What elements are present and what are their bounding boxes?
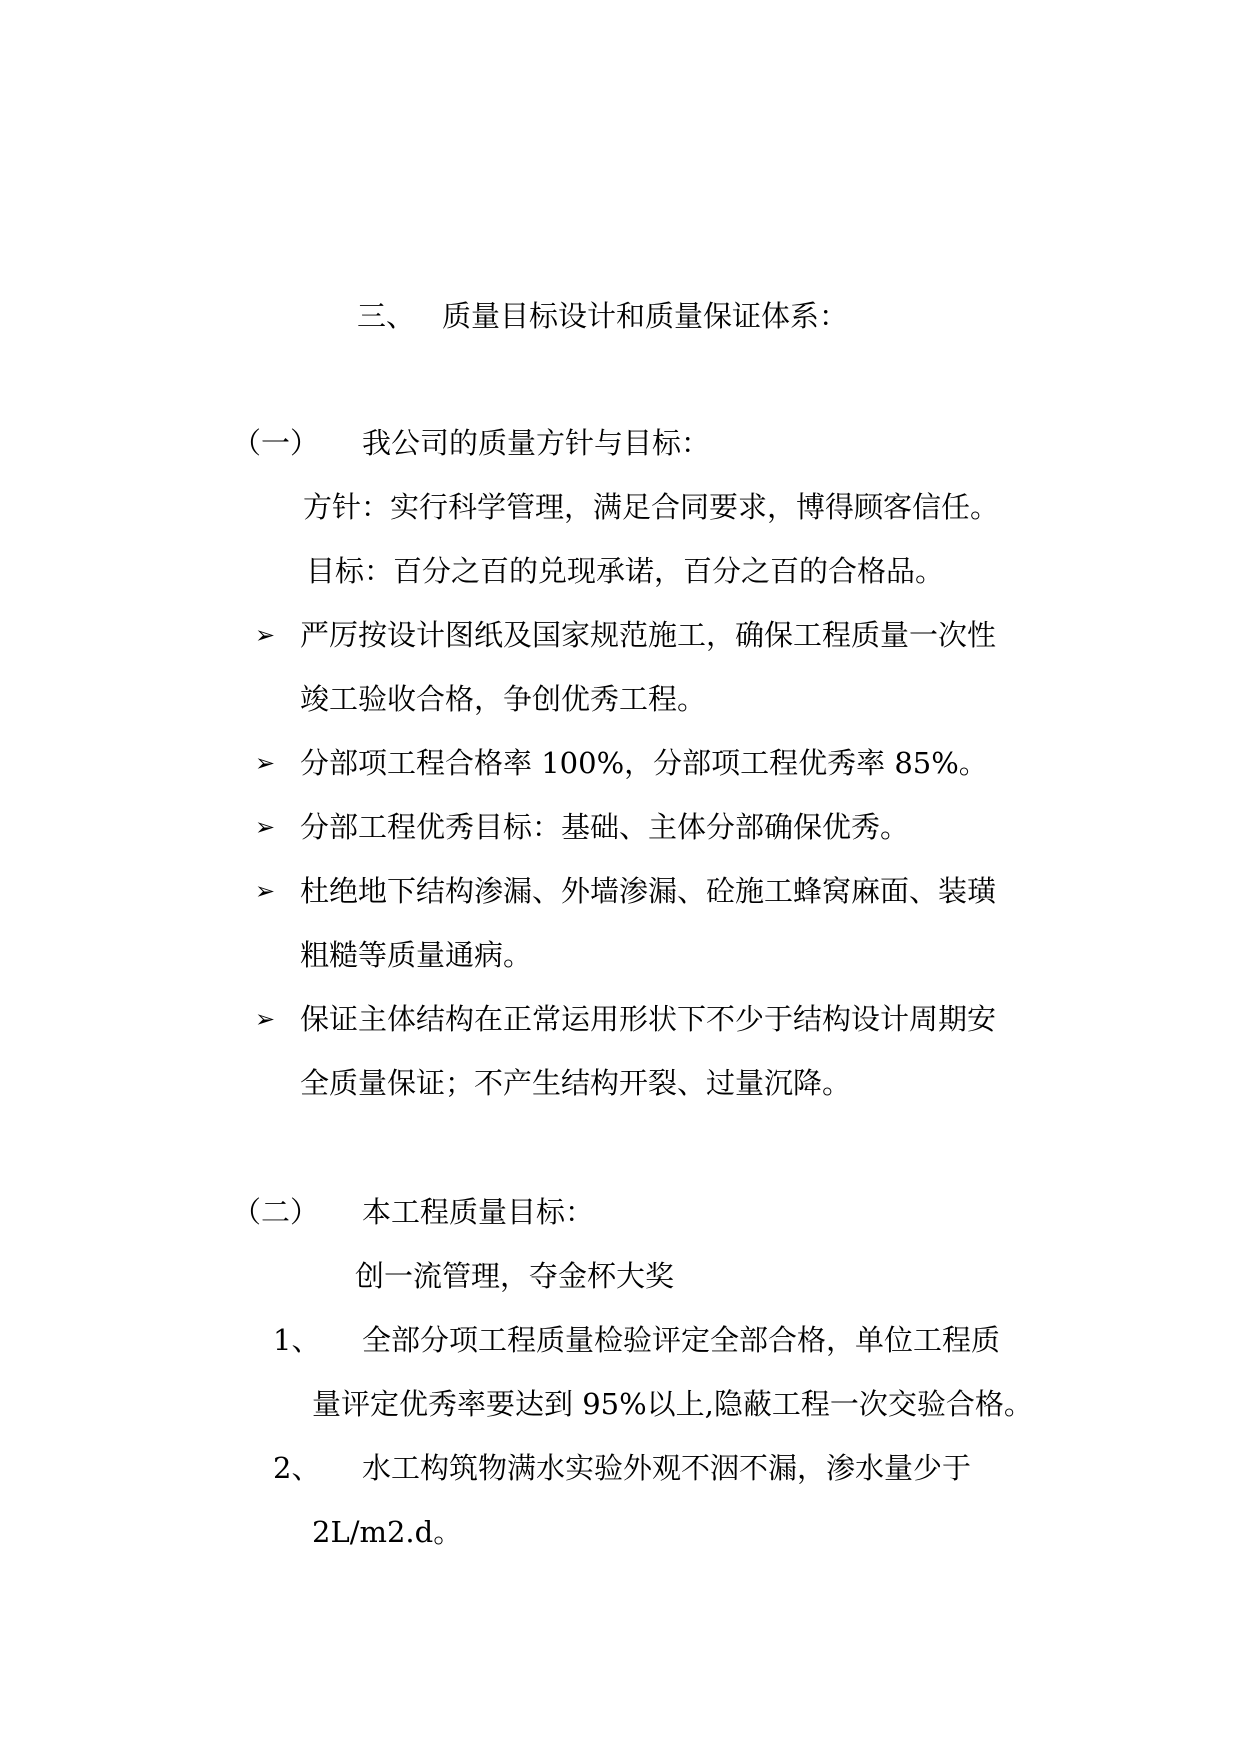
arrow-bullet-icon: ➢ (255, 877, 276, 905)
item-2-number: 2、 (273, 1451, 321, 1485)
item-2-line-2: 2L/m2.d。 (312, 1515, 463, 1549)
part1-label: （一） (232, 426, 320, 460)
part2-label: （二） (232, 1195, 320, 1229)
bullet-3-line-1: 分部工程优秀目标：基础、主体分部确保优秀。 (300, 810, 910, 844)
bullet-2-line-1: 分部项工程合格率 100%，分部项工程优秀率 85%。 (300, 746, 988, 780)
arrow-bullet-icon: ➢ (255, 749, 276, 777)
part1-title: 我公司的质量方针与目标： (362, 426, 711, 460)
quality-target: 目标：百分之百的兑现承诺，百分之百的合格品。 (306, 554, 945, 588)
item-1-line-2: 量评定优秀率要达到 95%以上,隐蔽工程一次交验合格。 (312, 1387, 1033, 1421)
arrow-bullet-icon: ➢ (255, 1005, 276, 1033)
bullet-1-line-2: 竣工验收合格，争创优秀工程。 (300, 682, 707, 716)
quality-policy: 方针：实行科学管理，满足合同要求，博得顾客信任。 (303, 490, 1000, 524)
bullet-4-line-1: 杜绝地下结构渗漏、外墙渗漏、砼施工蜂窝麻面、装璜 (300, 874, 997, 908)
bullet-1-line-1: 严厉按设计图纸及国家规范施工，确保工程质量一次性 (300, 618, 997, 652)
bullet-4-line-2: 粗糙等质量通病。 (300, 938, 533, 972)
bullet-5-line-1: 保证主体结构在正常运用形状下不少于结构设计周期安 (300, 1002, 997, 1036)
item-1-line-1: 全部分项工程质量检验评定全部合格，单位工程质 (362, 1323, 1001, 1357)
part2-title: 本工程质量目标： (362, 1195, 595, 1229)
arrow-bullet-icon: ➢ (255, 621, 276, 649)
section-number: 三、 (357, 299, 416, 333)
arrow-bullet-icon: ➢ (255, 813, 276, 841)
project-slogan: 创一流管理，夺金杯大奖 (355, 1259, 675, 1293)
item-1-number: 1、 (273, 1323, 321, 1357)
bullet-5-line-2: 全质量保证；不产生结构开裂、过量沉降。 (300, 1066, 852, 1100)
item-2-line-1: 水工构筑物满水实验外观不洇不漏，渗水量少于 (362, 1451, 972, 1485)
section-title: 质量目标设计和质量保证体系： (442, 299, 849, 333)
